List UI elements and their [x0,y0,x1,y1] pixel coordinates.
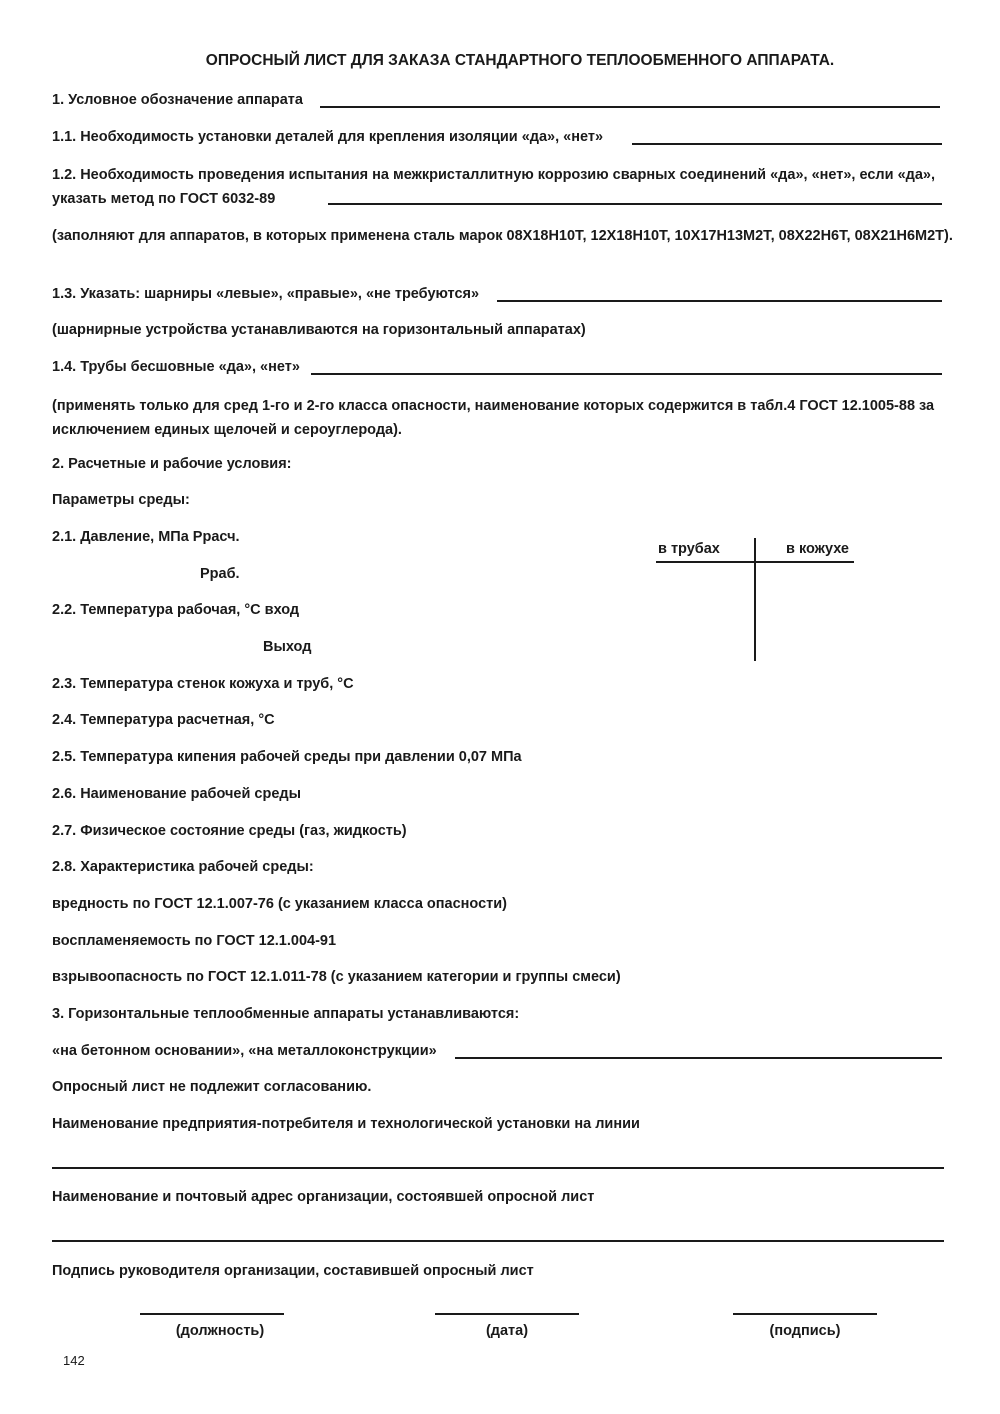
signature-label: Подпись руководителя организации, составившей опросный лист [52,1263,534,1279]
item-2-4-label: 2.4. Температура расчетная, °С [52,712,275,728]
item-1-1-field[interactable] [632,143,942,145]
item-2-6-label: 2.6. Наименование рабочей среды [52,786,301,802]
item-3-label: 3. Горизонтальные теплообменные аппараты устанавливаются: [52,1006,520,1022]
item-1-4-label: 1.4. Трубы бесшовные «да», «нет» [52,359,300,375]
table-column-divider [754,538,756,661]
item-1-3-label: 1.3. Указать: шарниры «левые», «правые», «не требуются» [52,286,480,302]
params-label: Параметры среды: [52,492,190,508]
date-field[interactable] [435,1313,579,1315]
position-field[interactable] [140,1313,284,1315]
item-1-1-label: 1.1. Необходимость установки деталей для крепления изоляции «да», «нет» [52,129,604,145]
item-3-field[interactable] [455,1057,942,1059]
item-2-1b-label: Рраб. [200,566,240,582]
flammability-label: воспламеняемость по ГОСТ 12.1.004-91 [52,933,337,949]
item-1-field[interactable] [320,106,940,108]
item-3-options: «на бетонном основании», «на металлоконструкции» [52,1043,437,1059]
col-shell-header: в кожухе [786,541,849,557]
item-1-3-note: (шарнирные устройства устанавливаются на горизонтальный аппаратах) [52,322,586,338]
org-field[interactable] [52,1240,944,1242]
sign-caption: (подпись) [769,1323,841,1339]
item-1-2-field[interactable] [328,203,942,205]
no-approval-note: Опросный лист не подлежит согласованию. [52,1079,372,1095]
item-1-label: 1. Условное обозначение аппарата [52,92,303,108]
item-1-4-note: (применять только для сред 1-го и 2-го класса опасности, наименование которых содержится в табл.4 ГОСТ 12.1005-88 за исключением единых щелочей и сероуглерода). [52,398,935,438]
item-2-label: 2. Расчетные и рабочие условия: [52,456,292,472]
item-2-2-label: 2.2. Температура рабочая, °С вход [52,602,300,618]
page-title: ОПРОСНЫЙ ЛИСТ ДЛЯ ЗАКАЗА СТАНДАРТНОГО ТЕПЛООБМЕННОГО АППАРАТА. [205,52,835,69]
item-2-2b-label: Выход [263,639,312,655]
sign-field[interactable] [733,1313,877,1315]
item-1-4-field[interactable] [311,373,942,375]
explosion-label: взрывоопасность по ГОСТ 12.1.011-78 (с указанием категории и группы смеси) [52,969,621,985]
item-2-7-label: 2.7. Физическое состояние среды (газ, жидкость) [52,823,407,839]
enterprise-field[interactable] [52,1167,944,1169]
item-2-1-label: 2.1. Давление, МПа Ррасч. [52,529,240,545]
item-2-8-label: 2.8. Характеристика рабочей среды: [52,859,314,875]
item-1-2-note: (заполняют для аппаратов, в которых применена сталь марок 08Х18Н10Т, 12Х18Н10Т, 10Х17Н13М2Т, 08Х22Н6Т, 08Х21Н6М2Т). [52,228,953,244]
item-2-3-label: 2.3. Температура стенок кожуха и труб, °С [52,676,354,692]
harm-label: вредность по ГОСТ 12.1.007-76 (с указанием класса опасности) [52,896,507,912]
item-2-5-label: 2.5. Температура кипения рабочей среды при давлении 0,07 МПа [52,749,522,765]
enterprise-label: Наименование предприятия-потребителя и технологической установки на линии [52,1116,640,1132]
page-number: 142 [63,1353,85,1368]
item-1-3-field[interactable] [497,300,942,302]
col-tubes-header: в трубах [658,541,720,557]
item-1-2-label: 1.2. Необходимость проведения испытания на межкристаллитную коррозию сварных соединений «да», «нет», если «да», указать метод по ГОСТ 6032-89 [52,167,935,207]
position-caption: (должность) [175,1323,265,1339]
org-label: Наименование и почтовый адрес организации, состоявшей опросной лист [52,1189,595,1205]
date-caption: (дата) [485,1323,529,1339]
